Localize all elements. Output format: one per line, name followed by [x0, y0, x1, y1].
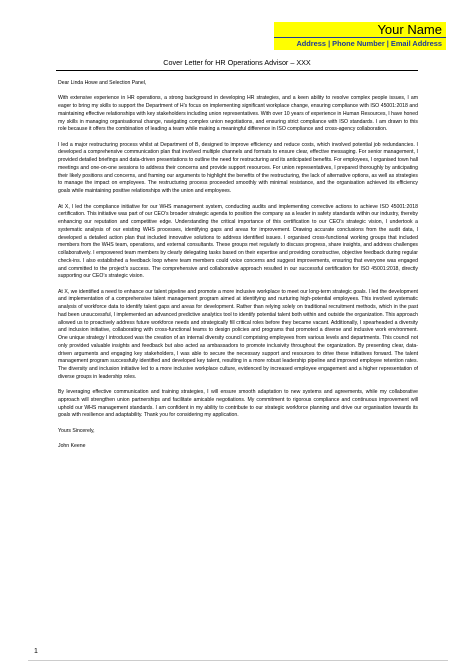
letter-title: Cover Letter for HR Operations Advisor – XXX: [163, 58, 311, 67]
signature-name: John Keene: [58, 443, 86, 450]
paragraph-intro: With extensive experience in HR operations, a strong background in developing HR strategies, and a keen ability to resolve complex people issues, I am eager to bring my skills to support the Department of H’s focus on implementing significant workplace change, ensuring compliance with ISO 45001:2018 and maintaining effective relationships with key stakeholders including union representatives. With over 10 years of experience in Human Resources, I have honed my skills in managing organisational change, navigating complex union negotiations, and ensuring strict compliance with ISO standards. I am drawn to this role because it offers the combination of leading a team while making a meaningful difference in ISO compliance and cross-agency collaboration.: [58, 95, 418, 133]
salutation: Dear Linda Howe and Selection Panel,: [58, 80, 147, 86]
page-number: 1: [34, 648, 38, 655]
title-divider: [56, 70, 418, 71]
letterhead: [274, 22, 446, 50]
footer-divider: [28, 660, 448, 661]
paragraph-compliance: At X, I led the compliance initiative for our WHS management system, conducting audits and implementing corrective actions to achieve ISO 45001:2018 certification. This initiative was part of our CEO’s broader strategic agenda to position the company as a leader in safety standards within our industry, thereby enhancing our reputation and competitive edge. Understanding the critical importance of this certification to our CEO’s strategic vision, I undertook a systematic analysis of our existing WHS processes, identifying gaps and areas for improvement. Drawing accurate conclusions from the audit data, I developed a detailed action plan that included innovative solutions to address identified issues. I organised cross-functional working groups that included members from the WHS team, operations, and external consultants. These groups met regularly to discuss progress, share insights, and address challenges collaboratively. I empowered team members by clearly delegating tasks based on their expertise and providing constructive, objective feedback during regular check-ins. I also established a feedback loop where team members could voice concerns and suggest improvements, ensuring that everyone was engaged and committed to the project’s success. The comprehensive and collaborative approach resulted in our successful certification for ISO 45001:2018, directly supporting our CEO’s strategic vision.: [58, 203, 418, 280]
paragraph-restructuring: I led a major restructuring process whilst at Department of B, designed to improve efficiency and reduce costs, which involved potential job redundancies. I developed a comprehensive communication plan that involved multiple channels and formats to ensure clear, effective messaging. For senior management, I provided detailed briefings and data-driven presentations to outline the need for restructuring and its anticipated benefits. For employees, I organised town hall meetings and one-on-one sessions to address their concerns and provide support resources. For union representatives, I prepared thoroughly by anticipating their likely positions and concerns, and framing our arguments to highlight the benefits of the restructuring, the lack of alternative options, as well as strategies to manage the impact on employees. The restructuring process proceeded smoothly with minimal resistance, and the organisation achieved its efficiency goals while maintaining positive relationships with the union and employees.: [58, 141, 418, 195]
paragraph-talent: At X, we identified a need to enhance our talent pipeline and promote a more inclusive workplace to meet our long-term strategic goals. I led the development and implementation of a comprehensive talent management program aimed at identifying and nurturing high-potential employees. This involved systematic analysis of workforce data to identify talent gaps and areas for development. Rather than relying solely on traditional recruitment methods, which in the past had been unsuccessful, I implemented an advanced predictive analytics tool to identify potential talent both within and outside the organization. This approach allowed us to proactively address future workforce needs and strategically fill critical roles before they became vacant. Additionally, I spearheaded a diversity and inclusion initiative, collaborating with cross-functional teams to design policies and programs that promoted a diverse and inclusive work environment. One unique strategy I introduced was the creation of an internal diversity council comprising employees from various levels and departments. This council not only provided valuable insights and feedback but also acted as ambassadors to promote inclusivity throughout the organization. By presenting clear, data-driven arguments and engaging key stakeholders, I was able to secure the necessary support and resources to drive these initiatives forward. The talent management program successfully identified and developed key talent, resulting in a more robust leadership pipeline and improved employee retention rates. The diversity and inclusion initiative led to a more inclusive workplace culture, evidenced by increased employee engagement and a higher representation of diverse groups in leadership roles.: [58, 288, 418, 380]
applicant-name: Your Name: [377, 22, 442, 37]
paragraph-conclusion: By leveraging effective communication and training strategies, I will ensure smooth adaptation to new systems and agreements, while my collaborative approach will strengthen union partnerships and facilitate amicable negotiations. My commitment to rigorous compliance and continuous improvement will uphold our WHS management standards. I am confident in my ability to contribute to our strategic workforce planning and drive our organisation towards its goals with resilience and adaptability. Thank you for considering my application.: [58, 389, 418, 419]
letter-body: [58, 80, 418, 459]
contact-details: Address | Phone Number | Email Address: [274, 37, 446, 50]
closing: Yours Sincerely,: [58, 427, 95, 434]
